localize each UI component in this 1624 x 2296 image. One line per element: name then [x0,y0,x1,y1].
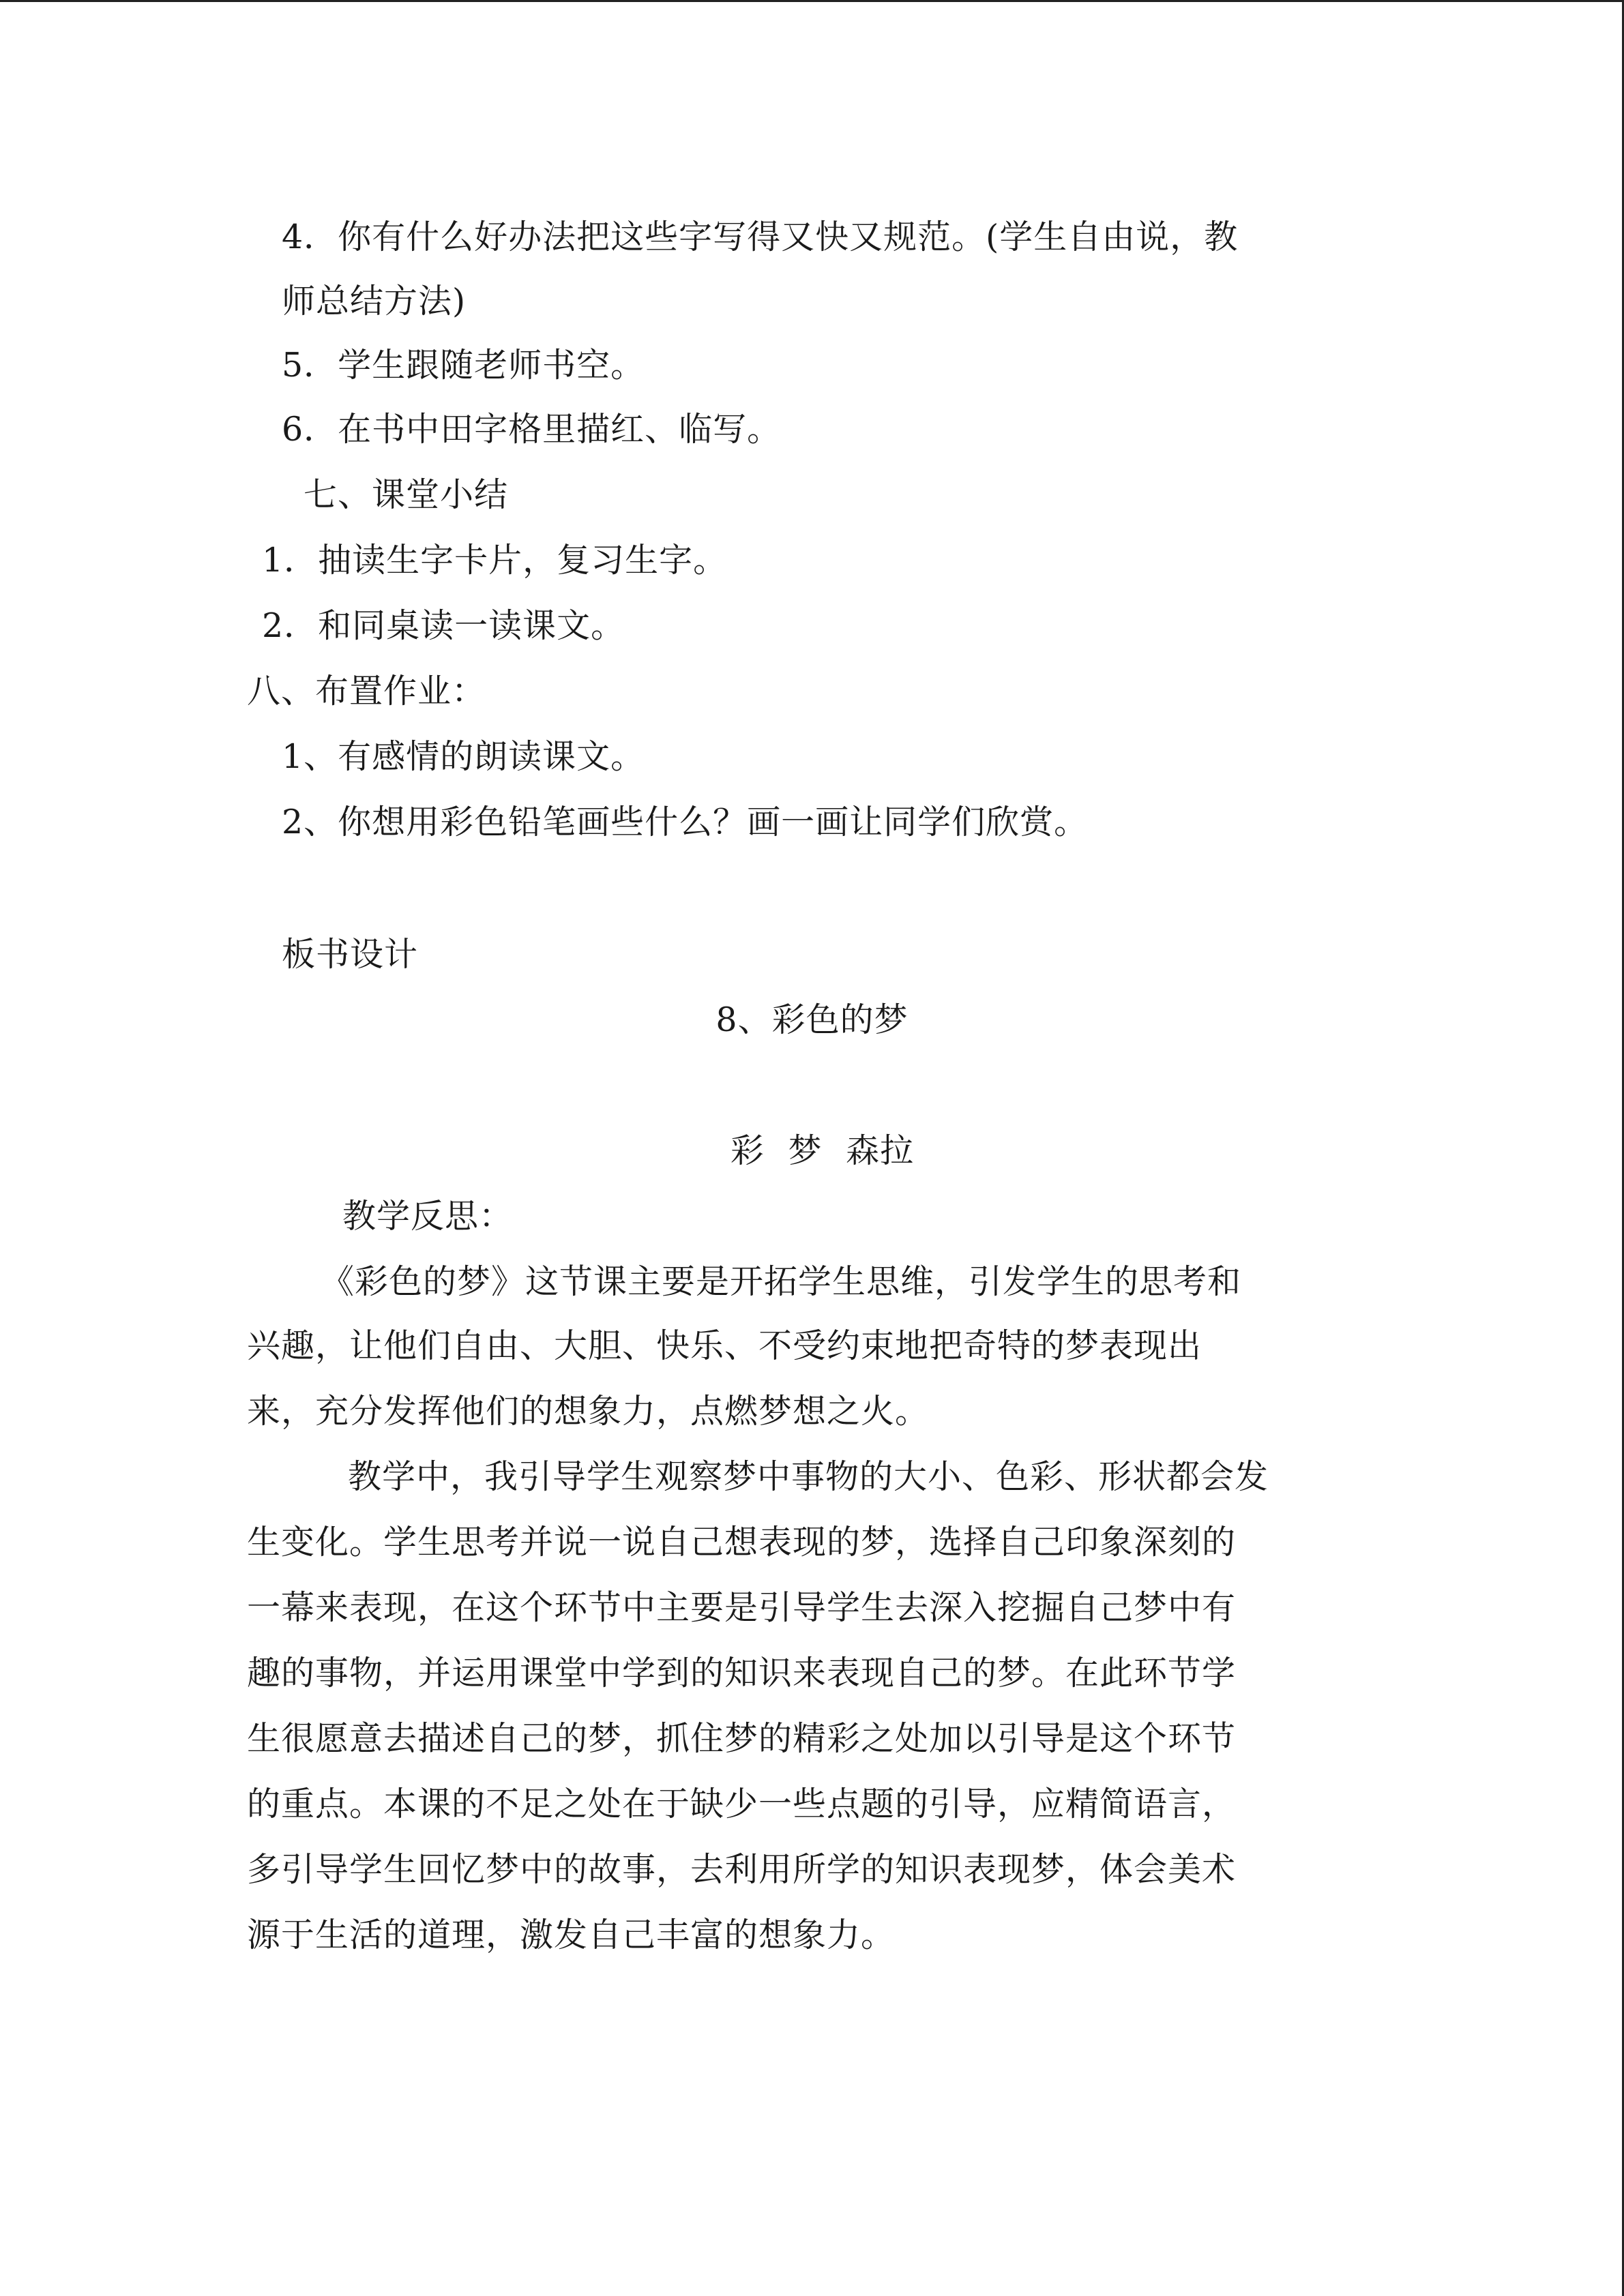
reflection-p2-line-4: 趣的事物，并运用课堂中学到的知识来表现自己的梦。在此环节学 [247,1654,1237,1693]
reflection-p2-line-8: 源于生活的道理，激发自己丰富的想象力。 [247,1915,896,1954]
summary-item-2: 2．和同桌读一读课文。 [262,606,625,645]
step-6: 6．在书中田字格里描红、临写。 [282,410,782,449]
step-4-line-1: 4．你有什么好办法把这些字写得又快又规范。(学生自由说，教 [282,218,1239,256]
reflection-p2-line-7: 多引导学生回忆梦中的故事，去利用所学的知识表现梦，体会美术 [247,1850,1237,1889]
reflection-p2-line-2: 生变化。学生思考并说一说自己想表现的梦，选择自己印象深刻的 [247,1523,1237,1562]
reflection-p2-line-3: 一幕来表现，在这个环节中主要是引导学生去深入挖掘自己梦中有 [247,1588,1237,1627]
reflection-p2-line-5: 生很愿意去描述自己的梦，抓住梦的精彩之处加以引导是这个环节 [247,1719,1237,1758]
board-keywords: 彩 梦 森拉 [730,1131,915,1170]
step-4-line-2: 师总结方法) [282,282,467,320]
summary-item-1: 1．抽读生字卡片，复习生字。 [262,541,728,580]
homework-item-2: 2、你想用彩色铅笔画些什么？画一画让同学们欣赏。 [282,803,1089,841]
reflection-p2-line-1: 教学中，我引导学生观察梦中事物的大小、色彩、形状都会发 [348,1457,1269,1496]
step-5: 5．学生跟随老师书空。 [282,346,645,385]
homework-heading: 八、布置作业： [247,672,486,711]
reflection-p2-line-6: 的重点。本课的不足之处在于缺少一些点题的引导，应精简语言， [247,1785,1237,1823]
board-title: 8、彩色的梦 [715,1000,909,1039]
board-heading: 板书设计 [282,935,419,974]
reflection-heading: 教学反思： [342,1197,514,1236]
reflection-p1-line-3: 来，充分发挥他们的想象力，点燃梦想之火。 [247,1392,930,1431]
homework-item-1: 1、有感情的朗读课文。 [282,737,645,776]
reflection-p1-line-2: 兴趣，让他们自由、大胆、快乐、不受约束地把奇特的梦表现出 [247,1326,1202,1365]
summary-heading: 七、课堂小结 [304,475,509,514]
reflection-p1-line-1: 《彩色的梦》这节课主要是开拓学生思维，引发学生的思考和 [321,1262,1242,1301]
